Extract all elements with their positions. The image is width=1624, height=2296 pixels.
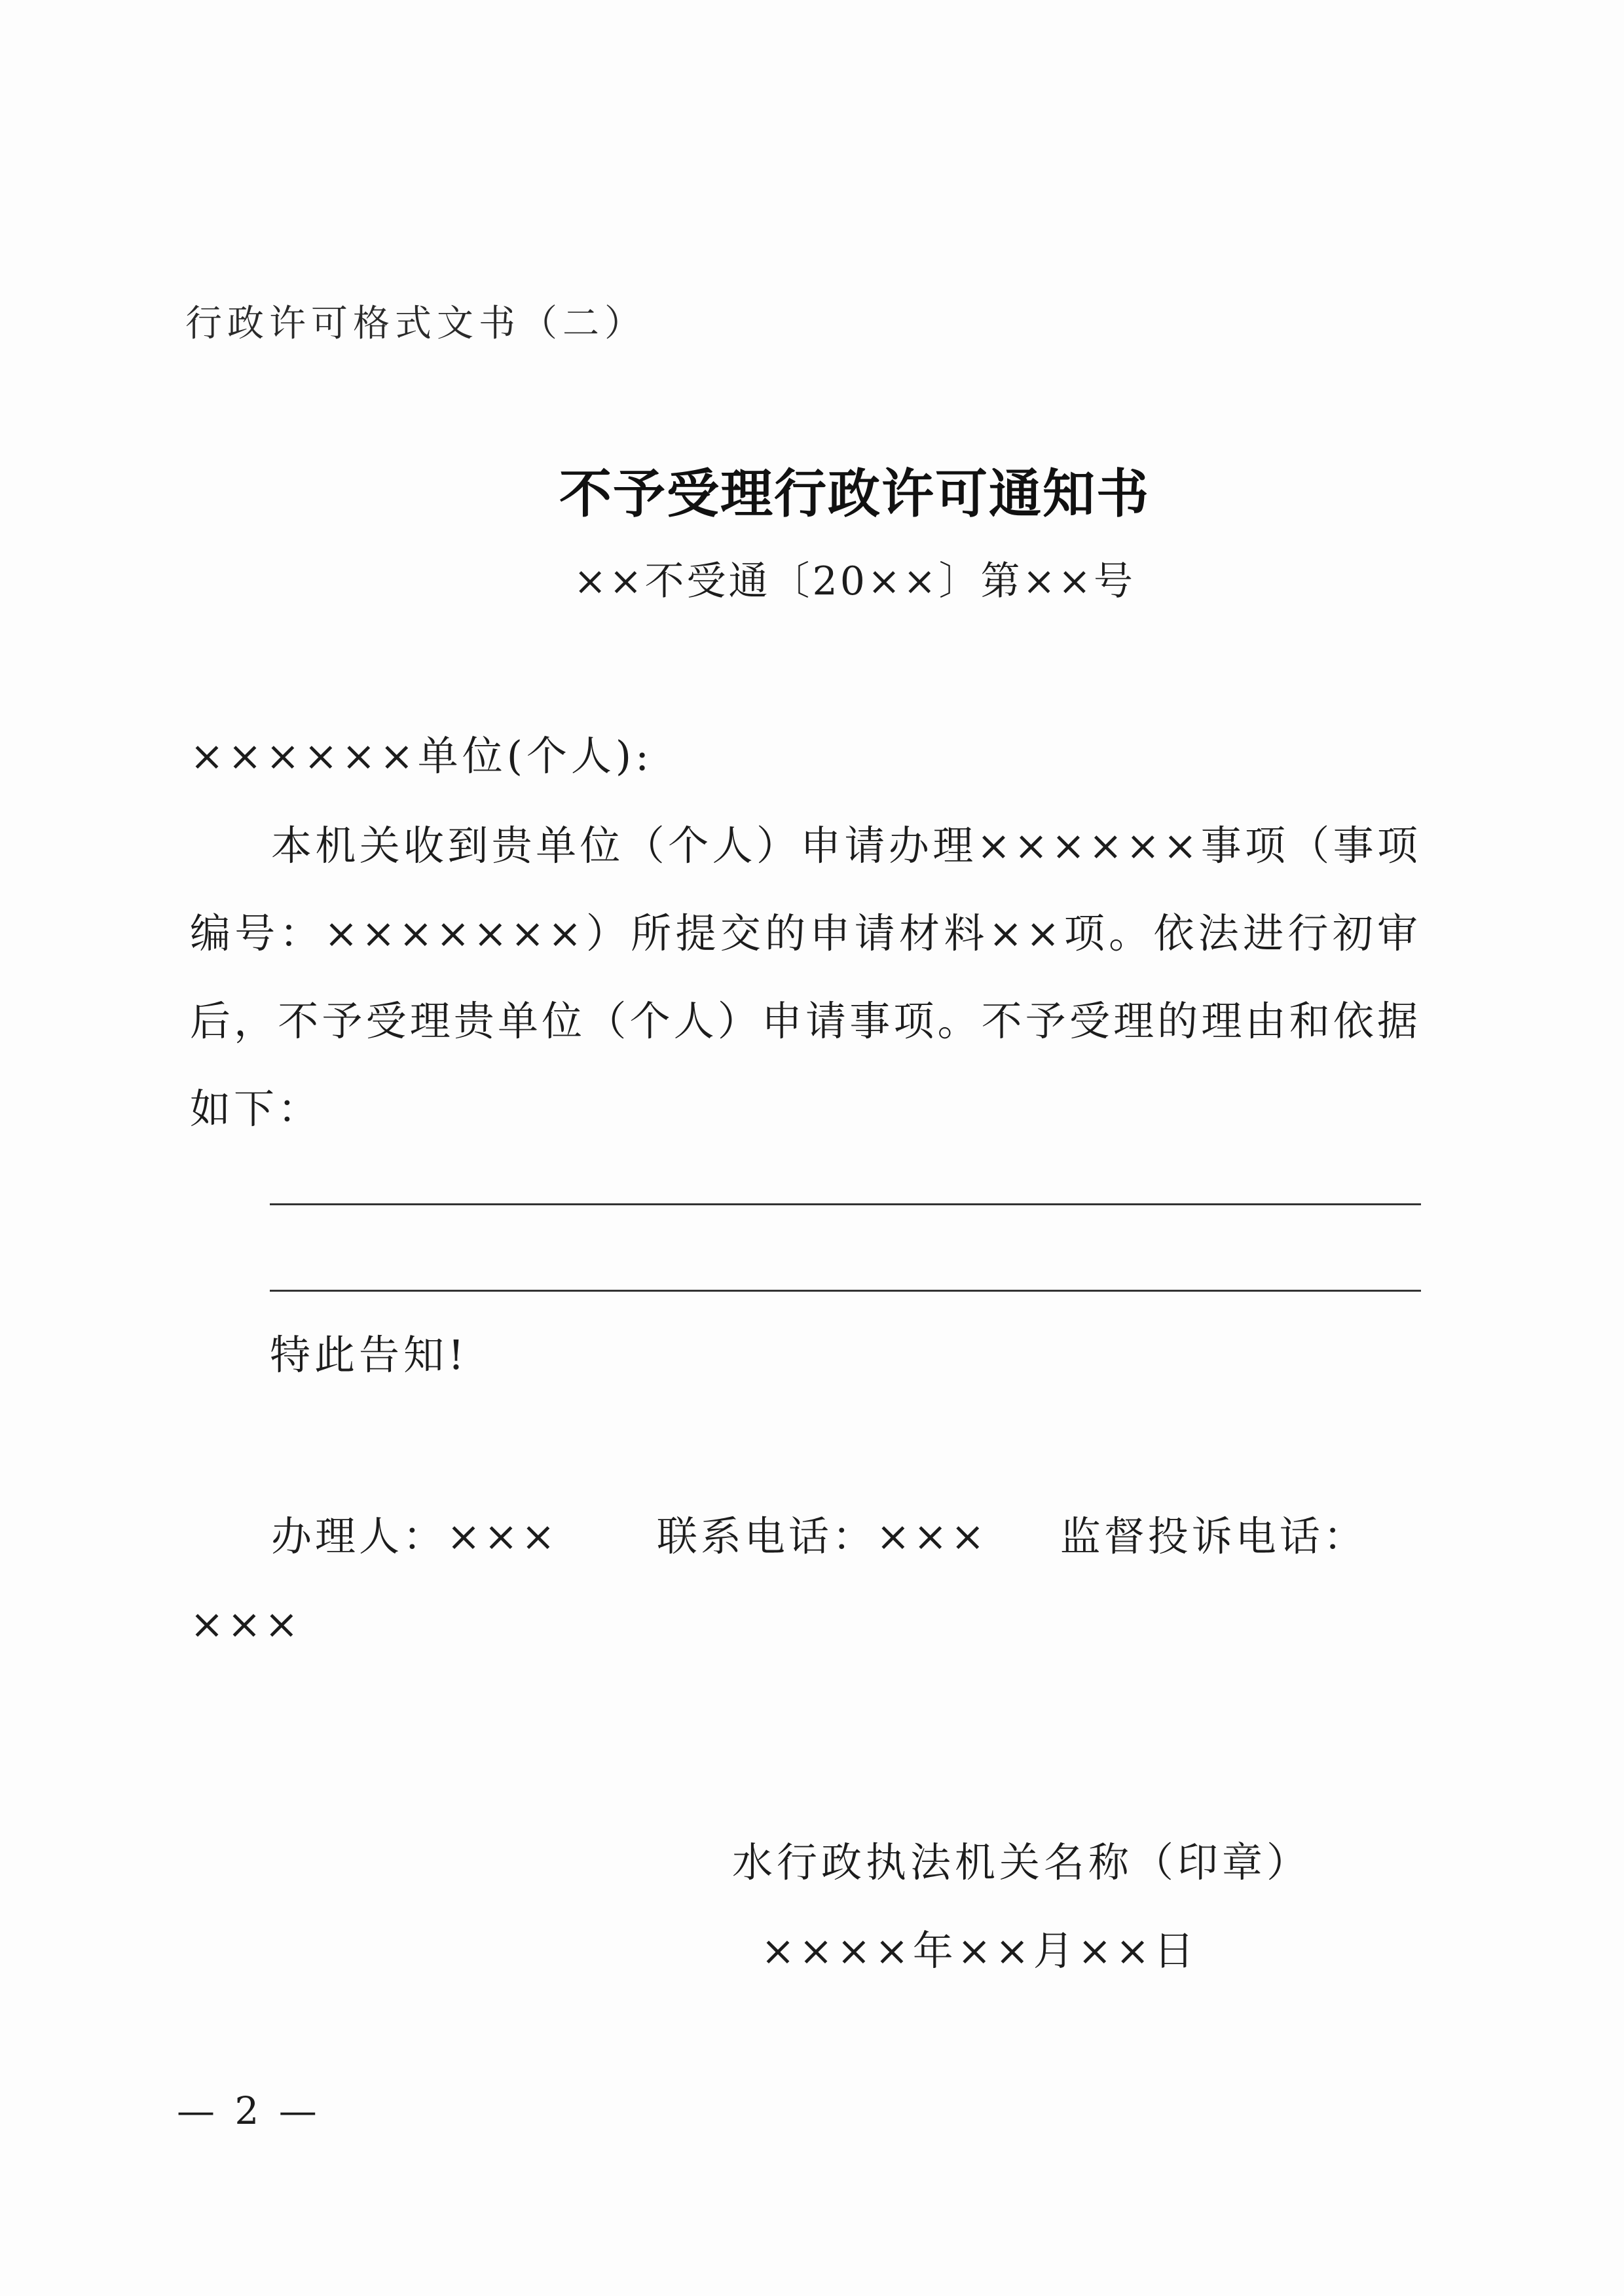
document-number: ××不受通〔20××〕第××号 <box>574 558 1135 604</box>
phone-contact: 联系电话：××× <box>656 1512 988 1560</box>
addressee: ××××××单位(个人): <box>190 732 653 780</box>
issue-date: ××××年××月××日 <box>761 1927 1198 1975</box>
issuing-authority-signature: 水行政执法机关名称（印章） <box>732 1838 1312 1886</box>
document-title: 不予受理行政许可通知书 <box>559 463 1150 524</box>
handler-contact: 办理人：××× <box>271 1512 559 1560</box>
document-series-label: 行政许可格式文书（二） <box>185 302 646 345</box>
closing-remark: 特此告知! <box>270 1331 468 1379</box>
reason-fill-line-1 <box>270 1203 1421 1205</box>
reason-fill-line-2 <box>270 1290 1421 1292</box>
contact-info <box>190 1493 1421 1668</box>
page-number: — 2 — <box>177 2088 321 2133</box>
body-paragraph: 本机关收到贵单位（个人）申请办理××××××事项（事项编号：×××××××）所提交的申请材料××项。依法进行初审后，不予受理贵单位（个人）申请事项。不予受理的理由和依据如下： <box>190 822 1421 1133</box>
complaint-phone-contact: 监督投诉电话：××× <box>190 1512 1367 1648</box>
